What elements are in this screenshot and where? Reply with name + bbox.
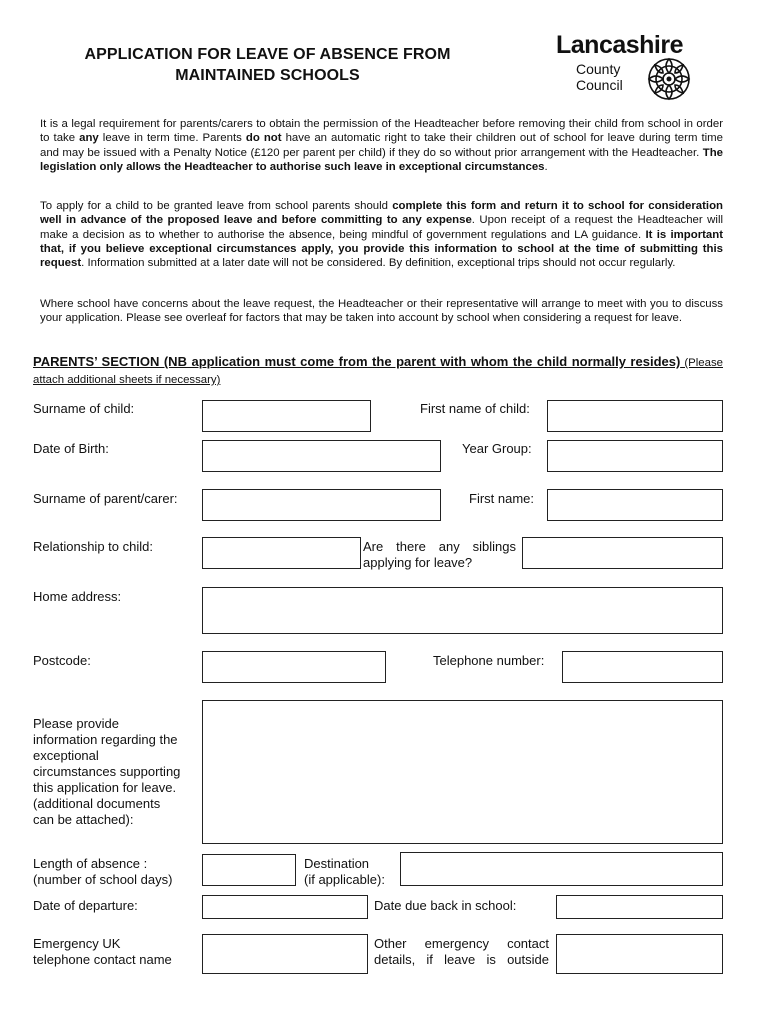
departure-label: Date of departure: bbox=[33, 898, 138, 913]
due-back-label: Date due back in school: bbox=[374, 898, 517, 913]
intro-paragraph-2 bbox=[40, 199, 723, 270]
logo-brand: Lancashire bbox=[556, 31, 684, 59]
p2-text-b: complete this form and return it to school for consideration well in advance of the proposed leave and before committing to any expense bbox=[40, 200, 723, 227]
surname-child-field[interactable] bbox=[202, 400, 371, 432]
circumstances-label bbox=[33, 716, 198, 828]
siblings-field[interactable] bbox=[522, 537, 723, 569]
siblings-label-line-1: Are there any siblings bbox=[363, 539, 516, 554]
parents-section-note: (Please attach additional sheets if necessary) bbox=[33, 357, 723, 386]
destination-label-line-2: (if applicable): bbox=[304, 872, 385, 887]
title-line-2: MAINTAINED SCHOOLS bbox=[175, 67, 360, 84]
p2-text-a: To apply for a child to be granted leave from school parents should bbox=[40, 200, 393, 212]
p1-text-b: any bbox=[79, 132, 99, 145]
postcode-field[interactable] bbox=[202, 651, 386, 683]
length-label-line-2: (number of school days) bbox=[33, 872, 173, 887]
other-emergency-line-2: details, if leave is outside bbox=[374, 952, 549, 967]
p2-text-c: . Upon receipt of a request the Headteacher will make a decision as to whether to authorise the absence, being mindful of government regulations and LA guidance. bbox=[40, 214, 723, 241]
circumstances-line-2: information regarding the bbox=[33, 732, 178, 747]
home-address-label: Home address: bbox=[33, 589, 122, 604]
intro-paragraph-1 bbox=[40, 117, 723, 174]
parents-section-title: PARENTS’ SECTION (NB application must come from the parent with whom the child normally resides) bbox=[33, 354, 681, 369]
p1-text-g: . bbox=[544, 160, 548, 173]
logo-sub-2: Council bbox=[576, 77, 623, 93]
year-group-field[interactable] bbox=[547, 440, 723, 472]
council-logo bbox=[554, 31, 714, 107]
home-address-field[interactable] bbox=[202, 587, 723, 634]
first-name-label: First name: bbox=[469, 491, 535, 506]
dob-field[interactable] bbox=[202, 440, 441, 472]
emergency-contact-label bbox=[33, 936, 172, 968]
postcode-label: Postcode: bbox=[33, 653, 91, 668]
p1-text-f: The legislation only allows the Headteacher to authorise such leave in exceptional circumstances bbox=[40, 146, 723, 173]
dob-label: Date of Birth: bbox=[33, 441, 109, 456]
relationship-field[interactable] bbox=[202, 537, 361, 569]
length-field[interactable] bbox=[202, 854, 296, 886]
other-emergency-label bbox=[374, 936, 549, 968]
p1-text-a: It is a legal requirement for parents/carers to obtain the permission of the Headteacher before removing their child from school in order to take bbox=[40, 118, 723, 145]
departure-field[interactable] bbox=[202, 895, 368, 919]
emergency-label-line-2: telephone contact name bbox=[33, 952, 172, 967]
p1-text-e: have an automatic right to take their children out of school for leave during term time and may be issued with a Penalty Notice (£120 per parent per child) if they do so without prior arrangement with the Headteacher. bbox=[40, 132, 723, 159]
circumstances-line-5: this application for leave. bbox=[33, 780, 177, 795]
red-rose-icon bbox=[644, 54, 694, 104]
length-label bbox=[33, 856, 172, 888]
first-name-child-field[interactable] bbox=[547, 400, 723, 432]
siblings-label bbox=[363, 539, 516, 571]
other-emergency-line-1: Other emergency contact bbox=[374, 936, 549, 951]
circumstances-line-1: Please provide bbox=[33, 716, 119, 731]
circumstances-line-3: exceptional bbox=[33, 748, 99, 763]
destination-field[interactable] bbox=[400, 852, 723, 886]
circumstances-line-4: circumstances supporting bbox=[33, 764, 181, 779]
relationship-label: Relationship to child: bbox=[33, 539, 153, 554]
telephone-label: Telephone number: bbox=[433, 653, 545, 668]
emergency-label-line-1: Emergency UK bbox=[33, 936, 121, 951]
logo-sub-1: County bbox=[576, 61, 621, 77]
first-name-field[interactable] bbox=[547, 489, 723, 521]
circumstances-line-7: can be attached): bbox=[33, 812, 134, 827]
first-name-child-label: First name of child: bbox=[420, 401, 530, 416]
surname-parent-field[interactable] bbox=[202, 489, 441, 521]
p2-text-d: It is important that, if you believe exceptional circumstances apply, you provide this information to school at the time of submitting this request bbox=[40, 228, 724, 270]
p1-text-d: do not bbox=[245, 132, 282, 145]
siblings-label-line-2: applying for leave? bbox=[363, 555, 473, 570]
destination-label bbox=[304, 856, 385, 888]
parents-section-heading bbox=[33, 354, 723, 388]
p1-text-c: leave in term time. Parents bbox=[98, 132, 246, 145]
telephone-field[interactable] bbox=[562, 651, 723, 683]
surname-child-label: Surname of child: bbox=[33, 401, 135, 416]
destination-label-line-1: Destination bbox=[304, 856, 370, 871]
other-emergency-field[interactable] bbox=[556, 934, 723, 974]
intro-paragraph-3: Where school have concerns about the leave request, the Headteacher or their representative will arrange to meet with you to discuss your application. Please see overleaf for factors that may be taken into account by school when considering a request for leave. bbox=[40, 298, 723, 325]
due-back-field[interactable] bbox=[556, 895, 723, 919]
year-group-label: Year Group: bbox=[462, 441, 532, 456]
title-line-1: APPLICATION FOR LEAVE OF ABSENCE FROM bbox=[84, 46, 451, 63]
circumstances-field[interactable] bbox=[202, 700, 723, 844]
surname-parent-label: Surname of parent/carer: bbox=[33, 491, 178, 506]
length-label-line-1: Length of absence : bbox=[33, 856, 148, 871]
form-title bbox=[40, 44, 495, 86]
circumstances-line-6: (additional documents bbox=[33, 796, 161, 811]
emergency-contact-field[interactable] bbox=[202, 934, 368, 974]
p2-text-e: . Information submitted at a later date will not be considered. By definition, exceptional trips should not occur regularly. bbox=[81, 257, 676, 270]
